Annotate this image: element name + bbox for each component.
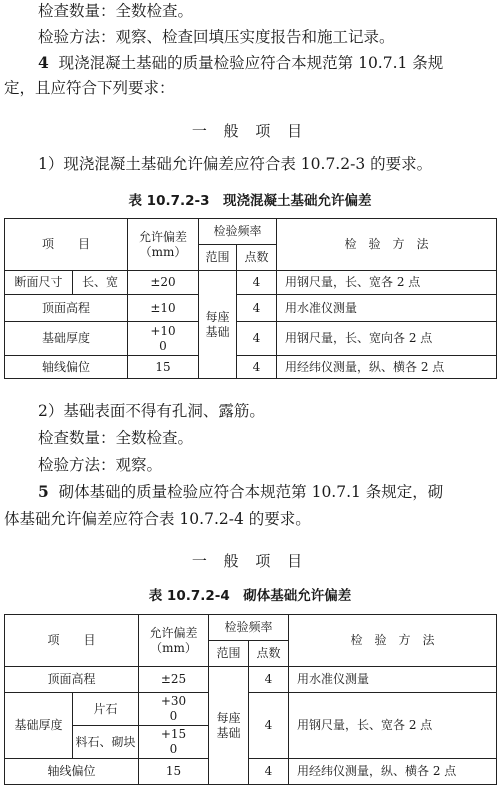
- row-points: 4: [249, 693, 289, 759]
- text-line: 检查数量：全数检查。: [38, 429, 194, 447]
- row-points: 4: [237, 271, 277, 295]
- row-points: 4: [237, 356, 277, 379]
- header-unit: （mm）: [139, 244, 187, 259]
- row-tolerance: [139, 693, 209, 726]
- row-method: 用钢尺量，长、宽各 2 点: [277, 271, 497, 295]
- header-tolerance-label: 允许偏差: [138, 229, 187, 244]
- row-subitem: 长、宽: [73, 271, 128, 295]
- row-tolerance: ±20: [128, 271, 199, 295]
- range-line-1: 每座: [216, 710, 241, 725]
- paragraph-5-line-2: 体基础允许偏差应符合表 10.7.2-4 的要求。: [4, 510, 311, 528]
- row-item: 顶面高程: [5, 667, 139, 693]
- row-item: 基础厚度: [5, 322, 128, 356]
- item-1: 1）现浇混凝土基础允许偏差应符合表 10.7.2-3 的要求。: [38, 155, 433, 173]
- row-method: 用经纬仪测量，纵、横各 2 点: [277, 356, 497, 379]
- clause-number: 5: [38, 482, 49, 501]
- header-range: 范围: [199, 245, 237, 271]
- header-tolerance: [128, 219, 199, 271]
- row-points: 4: [237, 322, 277, 356]
- range-cell: [199, 271, 237, 379]
- row-method: 用钢尺量，长、宽向各 2 点: [277, 322, 497, 356]
- row-tolerance: [128, 322, 199, 356]
- row-method: 用水准仪测量: [289, 667, 497, 693]
- section-heading: 一 般 项 目: [191, 552, 309, 570]
- tolerance-upper: +30: [160, 694, 187, 708]
- row-method: 用水准仪测量: [277, 295, 497, 322]
- row-item: 轴线偏位: [5, 759, 139, 785]
- row-item: 断面尺寸: [5, 271, 73, 295]
- table-caption: 表 10.7.2-3 现浇混凝土基础允许偏差: [128, 193, 372, 209]
- paragraph-4-line-2: 定，且应符合下列要求：: [4, 79, 175, 97]
- text-line: 检验方法：观察。: [38, 456, 163, 474]
- row-item: 基础厚度: [5, 693, 73, 759]
- row-points: 4: [237, 295, 277, 322]
- range-line-2: 基础: [205, 324, 230, 339]
- tolerance-lower: 0: [169, 742, 178, 756]
- header-method: 检 验 方 法: [277, 219, 497, 271]
- clause-number: 4: [38, 53, 49, 72]
- row-subitem: 料石、砌块: [73, 726, 139, 759]
- table-caption: 表 10.7.2-4 砌体基础允许偏差: [148, 588, 352, 604]
- header-frequency: 检验频率: [199, 219, 277, 245]
- row-tolerance: [139, 726, 209, 759]
- header-points: 点数: [249, 641, 289, 667]
- row-tolerance: 15: [139, 759, 209, 785]
- row-points: 4: [249, 667, 289, 693]
- header-range: 范围: [209, 641, 249, 667]
- row-item: 轴线偏位: [5, 356, 128, 379]
- range-line-2: 基础: [216, 725, 241, 740]
- text-line: 检查数量：全数检查。: [38, 2, 194, 20]
- section-heading: 一 般 项 目: [191, 122, 309, 140]
- tolerance-table-1: [4, 218, 497, 379]
- range-cell: [209, 667, 249, 785]
- row-method: 用经纬仪测量，纵、横各 2 点: [289, 759, 497, 785]
- tolerance-lower: 0: [159, 338, 167, 353]
- item-2: 2）基础表面不得有孔洞、露筋。: [38, 402, 265, 420]
- header-tolerance: [139, 615, 209, 667]
- header-method: 检 验 方 法: [289, 615, 497, 667]
- row-points: 4: [249, 759, 289, 785]
- header-tolerance-label: 允许偏差: [149, 625, 198, 640]
- row-method: 用钢尺量，长、宽各 2 点: [289, 693, 497, 759]
- tolerance-table-2: [4, 614, 497, 785]
- paragraph-4-line-1: [38, 52, 443, 74]
- row-tolerance: ±25: [139, 667, 209, 693]
- tolerance-upper: +15: [160, 727, 187, 741]
- row-item: 顶面高程: [5, 295, 128, 322]
- header-frequency: 检验频率: [209, 615, 289, 641]
- row-tolerance: 15: [128, 356, 199, 379]
- header-points: 点数: [237, 245, 277, 271]
- text-line: 检验方法：观察、检查回填压实度报告和施工记录。: [38, 28, 395, 46]
- tolerance-lower: 0: [169, 709, 178, 723]
- header-item: 项 目: [5, 615, 139, 667]
- paragraph-5-line-1: [38, 481, 443, 503]
- clause-text: 现浇混凝土基础的质量检验应符合本规范第 10.7.1 条规: [58, 54, 444, 72]
- range-line-1: 每座: [205, 309, 230, 324]
- clause-text: 砌体基础的质量检验应符合本规范第 10.7.1 条规定，砌: [58, 483, 444, 501]
- row-tolerance: ±10: [128, 295, 199, 322]
- header-unit: （mm）: [150, 640, 197, 655]
- tolerance-upper: +10: [150, 323, 176, 338]
- header-item: 项 目: [5, 219, 128, 271]
- row-subitem: 片石: [73, 693, 139, 726]
